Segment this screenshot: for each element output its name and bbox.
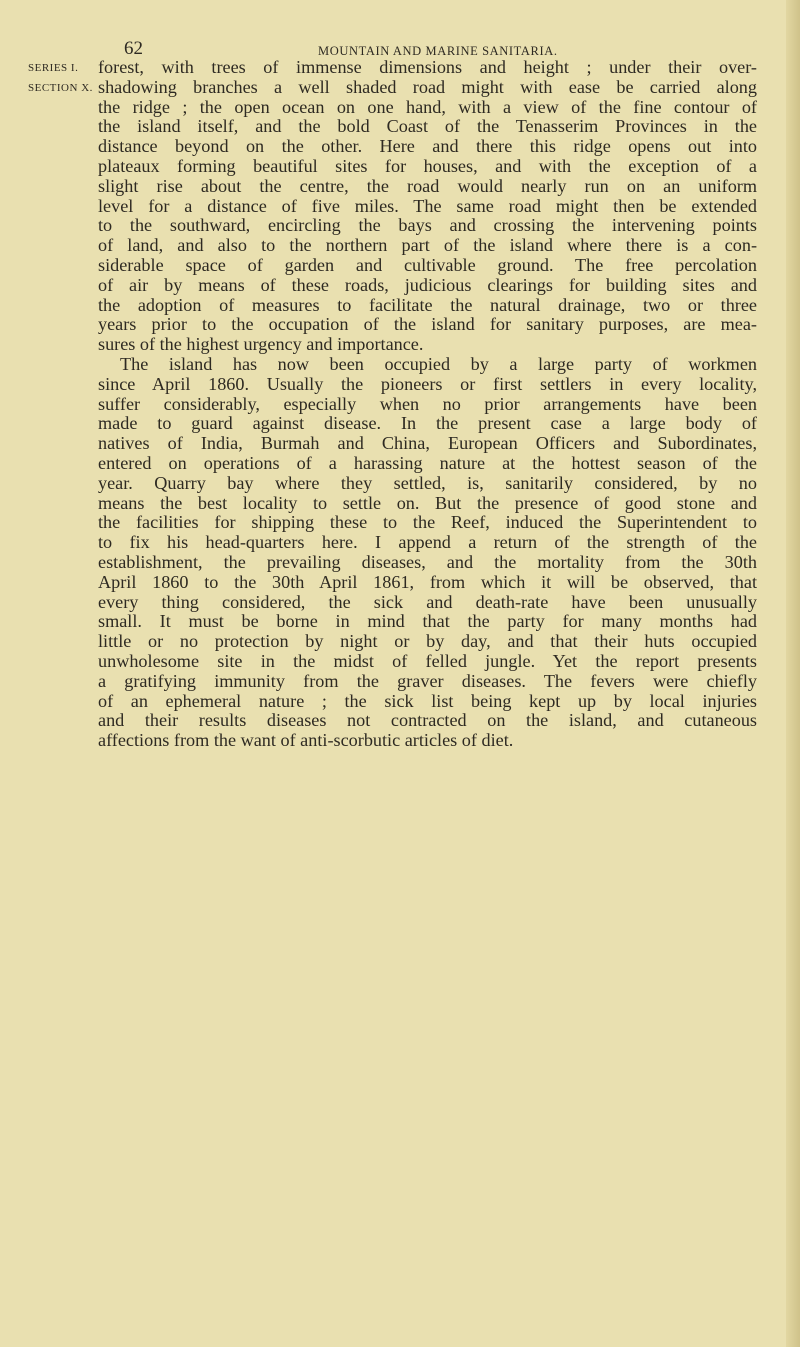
page-edge-shadow	[786, 0, 800, 1347]
text-line: entered on operations of a harassing nature at the hottest season of the	[98, 452, 757, 473]
text-line: affections from the want of anti-scorbutic articles of diet.	[98, 730, 514, 751]
text-line: the facilities for shipping these to the Reef, induced the Superintendent to	[98, 512, 757, 533]
text-line: the ridge ; the open ocean on one hand, with a view of the fine contour of	[98, 96, 757, 117]
text-line: a gratifying immunity from the graver diseases. The fevers were chiefly	[98, 670, 757, 691]
text-line: and their results diseases not contracted on the island, and cutaneous	[98, 710, 757, 731]
text-line: made to guard against disease. In the present case a large body of	[98, 413, 757, 434]
text-line: The island has now been occupied by a large party of workmen	[120, 353, 757, 374]
body-text	[98, 58, 757, 751]
text-line: slight rise about the centre, the road would nearly run on an uniform	[98, 175, 757, 196]
text-line: little or no protection by night or by day, and that their huts occupied	[98, 631, 757, 652]
text-line: to the southward, encircling the bays and crossing the intervening points	[98, 215, 757, 236]
text-line: distance beyond on the other. Here and there this ridge opens out into	[98, 136, 757, 157]
text-line: sures of the highest urgency and importance.	[98, 334, 424, 355]
text-line: siderable space of garden and cultivable ground. The free percolation	[98, 254, 757, 275]
text-line: shadowing branches a well shaded road might with ease be carried along	[98, 76, 757, 97]
text-line: since April 1860. Usually the pioneers or first settlers in every locality,	[98, 373, 757, 394]
text-line: to fix his head-quarters here. I append a return of the strength of the	[98, 532, 757, 553]
text-line: means the best locality to settle on. But the presence of good stone and	[98, 492, 757, 513]
text-line: the island itself, and the bold Coast of the Tenasserim Provinces in the	[98, 116, 757, 137]
page-number: 62	[124, 38, 143, 59]
text-line: of an ephemeral nature ; the sick list being kept up by local injuries	[98, 690, 757, 711]
text-line: unwholesome site in the midst of felled jungle. Yet the report presents	[98, 650, 757, 671]
text-line: of air by means of these roads, judicious clearings for building sites and	[98, 274, 757, 295]
margin-note-section: SECTION X.	[28, 82, 93, 94]
text-line: plateaux forming beautiful sites for houses, and with the exception of a	[98, 155, 757, 176]
text-line: year. Quarry bay where they settled, is, sanitarily considered, by no	[98, 472, 757, 493]
margin-note-series: SERIES I.	[28, 62, 79, 74]
text-line: small. It must be borne in mind that the party for many months had	[98, 611, 757, 632]
text-line: level for a distance of five miles. The same road might then be extended	[98, 195, 757, 216]
text-line: the adoption of measures to facilitate the natural drainage, two or three	[98, 294, 757, 315]
text-line: of land, and also to the northern part of the island where there is a con-	[98, 235, 757, 256]
text-line: years prior to the occupation of the island for sanitary purposes, are mea-	[98, 314, 757, 335]
text-line: natives of India, Burmah and China, European Officers and Subordinates,	[98, 433, 757, 454]
text-line: April 1860 to the 30th April 1861, from which it will be observed, that	[98, 571, 757, 592]
text-line: every thing considered, the sick and death-rate have been unusually	[98, 591, 757, 612]
text-line: forest, with trees of immense dimensions and height ; under their over-	[98, 57, 757, 77]
running-title: MOUNTAIN AND MARINE SANITARIA.	[318, 44, 558, 58]
text-line: suffer considerably, especially when no prior arrangements have been	[98, 393, 757, 414]
text-line: establishment, the prevailing diseases, and the mortality from the 30th	[98, 551, 757, 572]
